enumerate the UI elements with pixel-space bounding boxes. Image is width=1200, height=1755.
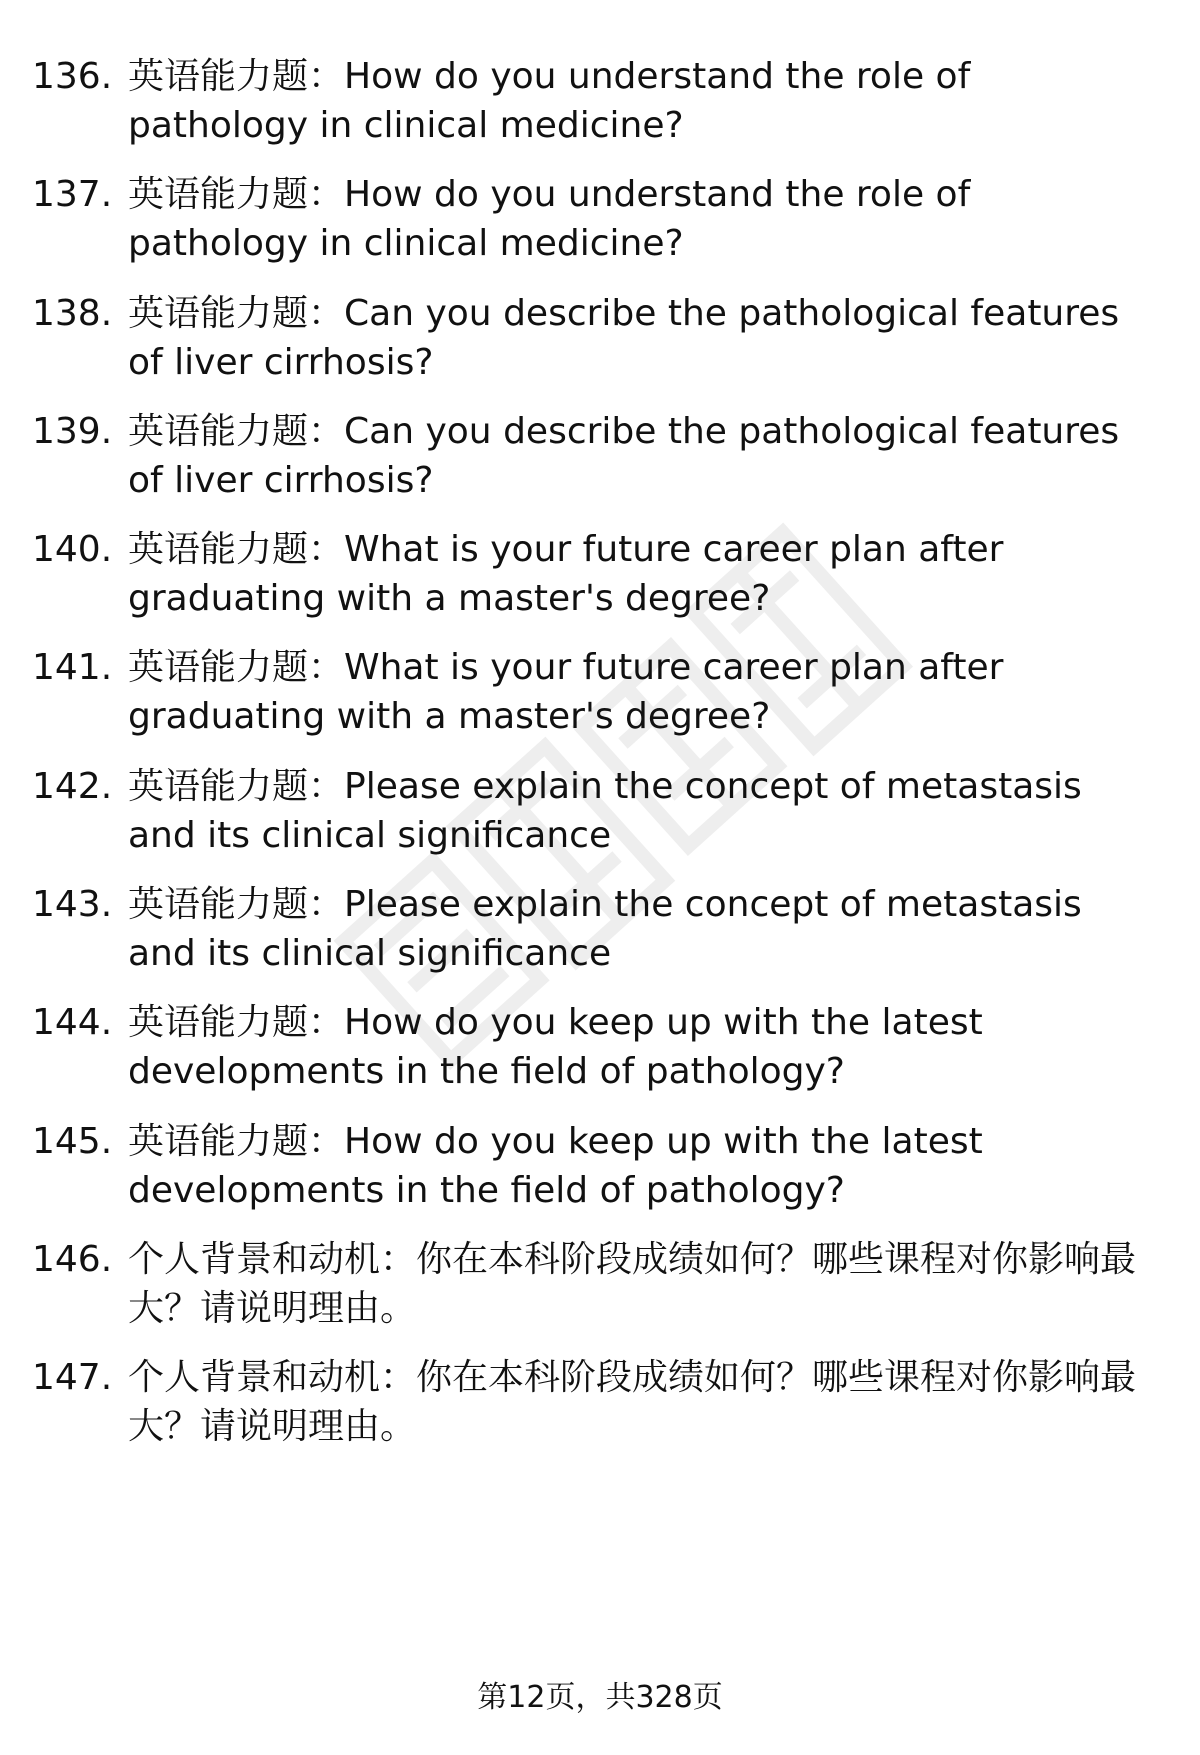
question-text (128, 289, 1148, 387)
question-category: 英语能力题： (128, 884, 345, 925)
question-category: 个人背景和动机： (128, 1357, 417, 1398)
question-text (128, 762, 1148, 860)
question-category: 英语能力题： (128, 766, 345, 807)
question-number: 144. (32, 1002, 113, 1043)
question-number: 147. (32, 1357, 113, 1398)
question-category: 英语能力题： (128, 411, 345, 452)
question-text (128, 998, 1148, 1096)
question-number: 142. (32, 766, 113, 807)
question-category: 英语能力题： (128, 1121, 345, 1162)
question-content: Please explain the concept of metastasis and its clinical significance (128, 766, 1082, 856)
page-number: 第12页，共328页 (477, 1680, 723, 1715)
question-content: How do you understand the role of pathology in clinical medicine? (128, 56, 971, 146)
question-text (128, 1235, 1148, 1333)
question-number: 146. (32, 1239, 113, 1280)
question-number: 145. (32, 1121, 113, 1162)
question-text (128, 525, 1148, 623)
question-content: 你在本科阶段成绩如何？哪些课程对你影响最大？请说明理由。 (128, 1239, 1137, 1329)
question-number: 143. (32, 884, 113, 925)
question-text (128, 52, 1148, 150)
question-content: What is your future career plan after graduating with a master's degree? (128, 647, 1004, 737)
question-content: 你在本科阶段成绩如何？哪些课程对你影响最大？请说明理由。 (128, 1357, 1137, 1447)
question-text (128, 407, 1148, 505)
question-text (128, 880, 1148, 978)
question-category: 英语能力题： (128, 56, 345, 97)
question-text (128, 1353, 1148, 1451)
question-category: 英语能力题： (128, 293, 345, 334)
question-text (128, 643, 1148, 741)
question-content: What is your future career plan after graduating with a master's degree? (128, 529, 1004, 619)
question-content: How do you keep up with the latest developments in the field of pathology? (128, 1121, 983, 1211)
question-text (128, 170, 1148, 268)
question-number: 139. (32, 411, 113, 452)
question-number: 136. (32, 56, 113, 97)
question-category: 英语能力题： (128, 529, 345, 570)
question-number: 138. (32, 293, 113, 334)
question-category: 英语能力题： (128, 174, 345, 215)
question-category: 英语能力题： (128, 1002, 345, 1043)
question-number: 140. (32, 529, 113, 570)
question-content: How do you understand the role of pathology in clinical medicine? (128, 174, 971, 264)
question-category: 英语能力题： (128, 647, 345, 688)
question-category: 个人背景和动机： (128, 1239, 417, 1280)
question-content: Can you describe the pathological features of liver cirrhosis? (128, 293, 1120, 383)
question-number: 137. (32, 174, 113, 215)
question-content: Can you describe the pathological features of liver cirrhosis? (128, 411, 1120, 501)
question-content: Please explain the concept of metastasis and its clinical significance (128, 884, 1082, 974)
question-content: How do you keep up with the latest developments in the field of pathology? (128, 1002, 983, 1092)
question-number: 141. (32, 647, 113, 688)
question-text (128, 1117, 1148, 1215)
